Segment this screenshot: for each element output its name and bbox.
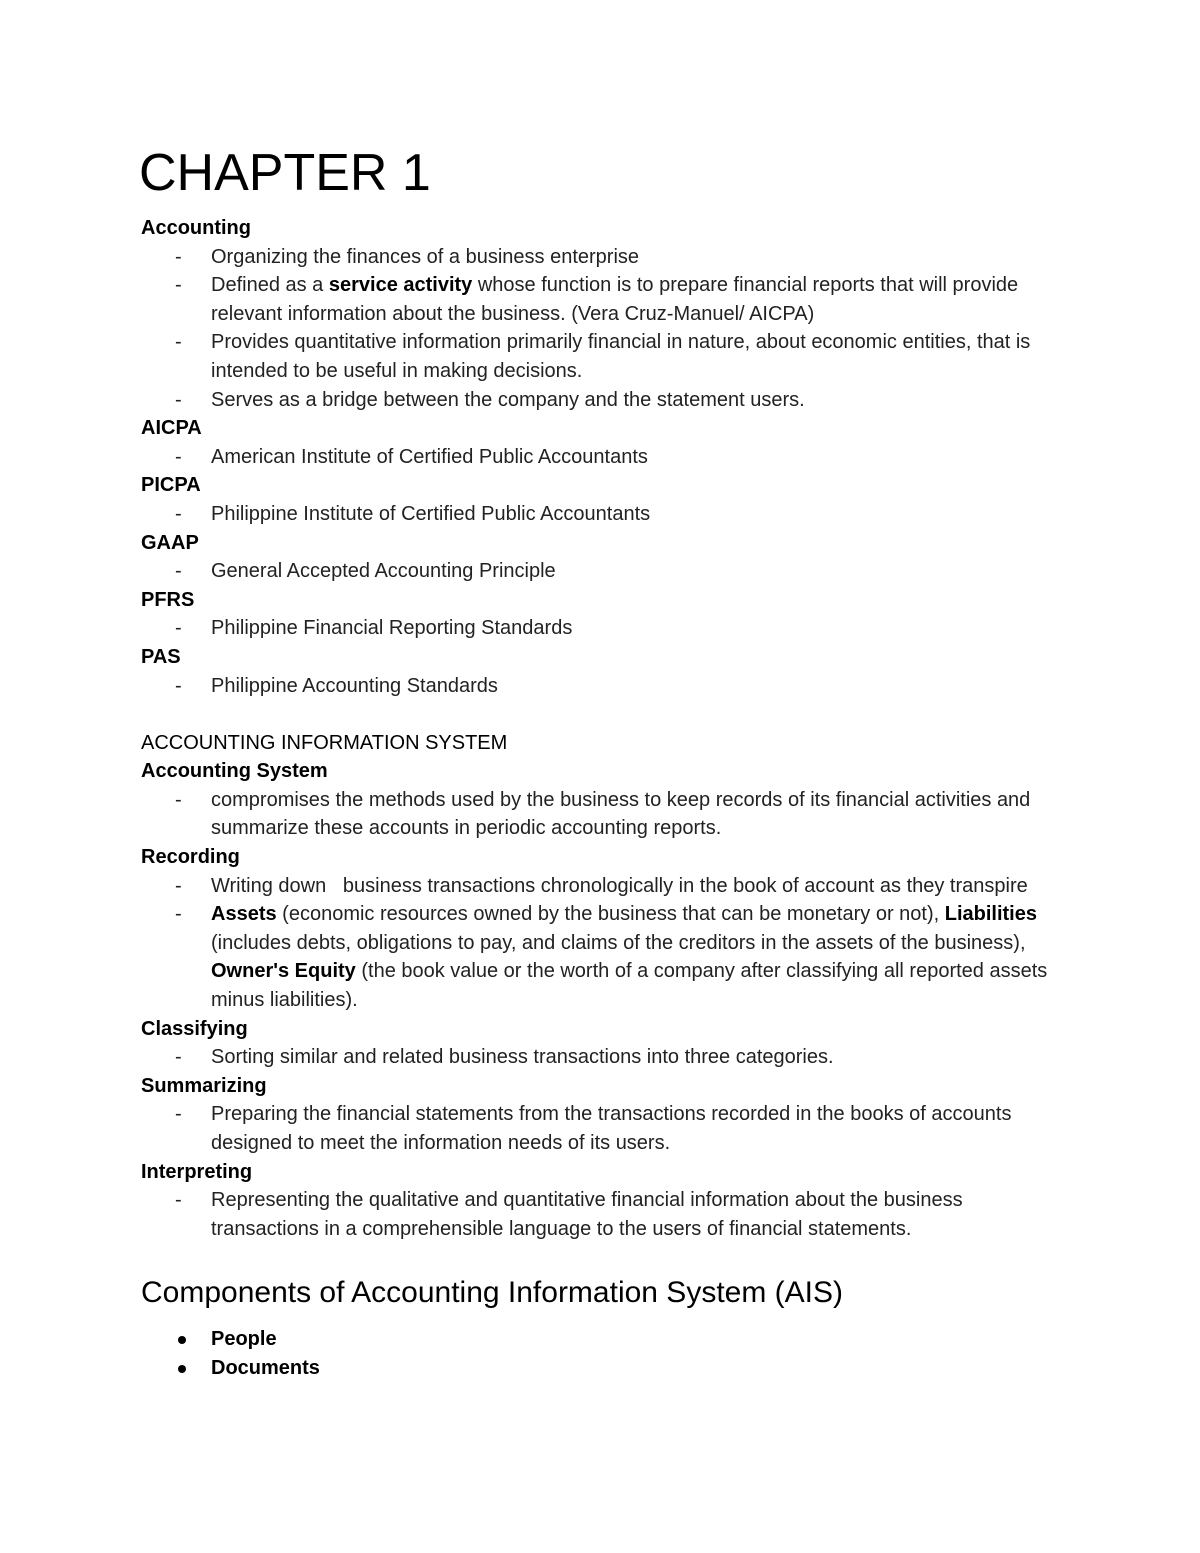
term-summarizing: Summarizing xyxy=(141,1074,267,1097)
chapter-title: CHAPTER 1 xyxy=(139,144,431,202)
recording-list xyxy=(141,872,1071,1015)
term-pfrs: PFRS xyxy=(141,588,195,611)
spacer xyxy=(141,700,1071,729)
term-recording: Recording xyxy=(141,846,240,869)
list-item: - Philippine Financial Reporting Standards xyxy=(175,617,573,640)
bullet-icon xyxy=(178,1336,186,1344)
bold-term: Liabilities xyxy=(944,903,1037,926)
list-item: Documents xyxy=(141,1354,1071,1383)
list-item: - American Institute of Certified Public Accountants xyxy=(175,445,648,468)
list-item: - compromises the methods used by the business to keep records of its financial activities and summarize these accounts in periodic accounting reports. xyxy=(175,788,1031,840)
term-accounting-system: Accounting System xyxy=(141,760,328,783)
list-item: - Defined as a service activity whose function is to prepare financial reports that will provide relevant information about the business. (Vera Cruz-Manuel/ AICPA) xyxy=(175,274,1019,325)
term-picpa: PICPA xyxy=(141,474,201,497)
list-item: - Organizing the finances of a business enterprise xyxy=(175,245,640,268)
accounting-list xyxy=(141,243,1071,415)
term-interpreting: Interpreting xyxy=(141,1160,253,1183)
list-item: - Preparing the financial statements from the transactions recorded in the books of accounts designed to meet the information needs of its users. xyxy=(175,1103,1012,1154)
bold-term: Assets xyxy=(211,903,277,926)
list-item: - Philippine Institute of Certified Public Accountants xyxy=(175,502,651,525)
bold-term: service activity xyxy=(328,274,473,297)
term-aicpa: AICPA xyxy=(141,417,202,440)
list-item: - Writing down business transactions chronologically in the book of account as they transpire xyxy=(175,874,1028,897)
term-classifying: Classifying xyxy=(141,1017,248,1040)
term-gaap: GAAP xyxy=(141,531,199,554)
list-item: - Provides quantitative information primarily financial in nature, about economic entities, that is intended to be useful in making decisions. xyxy=(175,331,1031,382)
components-list xyxy=(141,1325,1071,1382)
bold-term: Owner's Equity xyxy=(211,960,356,983)
list-item: - Serves as a bridge between the company and the statement users. xyxy=(175,388,805,411)
term-pas: PAS xyxy=(141,645,181,668)
list-item: - Representing the qualitative and quantitative financial information about the business transactions in a comprehensible language to the users of financial statements. xyxy=(175,1189,963,1240)
list-item: - General Accepted Accounting Principle xyxy=(175,560,556,583)
bullet-icon xyxy=(178,1365,186,1373)
list-item: - Philippine Accounting Standards xyxy=(175,674,498,697)
document-body xyxy=(141,140,1071,1383)
term-accounting: Accounting xyxy=(141,217,251,239)
section-title-components: Components of Accounting Information System (AIS) xyxy=(141,1276,843,1310)
list-item: - Sorting similar and related business transactions into three categories. xyxy=(175,1046,834,1069)
list-item: - Assets (economic resources owned by the business that can be monetary or not), Liabilities (includes debts, obligations to pay, and claims of the creditors in the assets of the business), Owner's Equity (the book value or the worth of a company after classifying all reported assets minus liabilities). xyxy=(175,903,1048,1012)
section-heading-ais: ACCOUNTING INFORMATION SYSTEM xyxy=(141,731,508,754)
list-item: People xyxy=(141,1325,1071,1354)
